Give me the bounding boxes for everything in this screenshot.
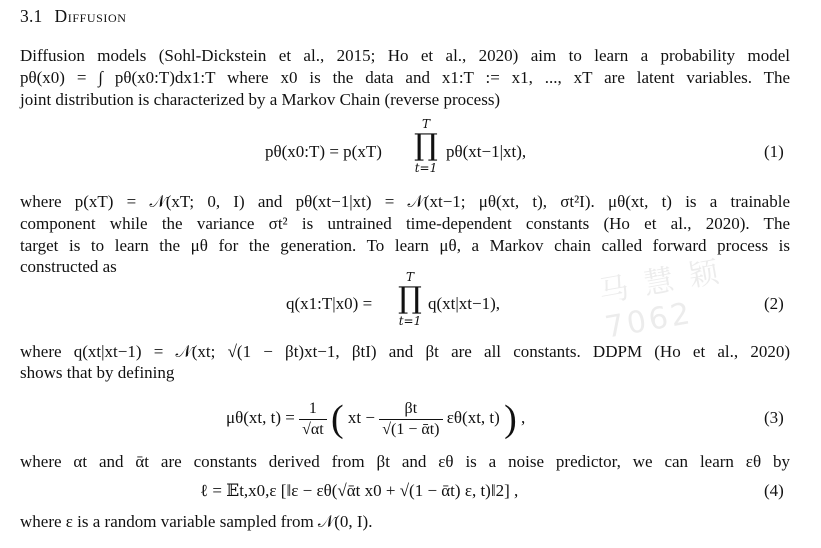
fraction-denominator: √αt — [302, 420, 324, 438]
equation-term: εθ(xt, t) — [446, 408, 500, 427]
product-lower-limit: t=1 — [414, 161, 438, 175]
equation-rhs: pθ(xt−1|xt), — [446, 142, 527, 161]
open-paren: ( — [330, 398, 344, 441]
product-operator — [410, 117, 442, 175]
equation-number: (3) — [764, 408, 784, 427]
paragraph-line: Diffusion models (Sohl-Dickstein et al., 2015; Ho et al., 2020) aim to learn a probability model — [20, 46, 790, 65]
paragraph-line: where αt and ᾱt are constants derived from βt and εθ is a noise predictor, we can learn εθ by — [20, 452, 790, 471]
fraction-denominator: √(1 − ᾱt) — [382, 420, 440, 438]
paragraph-line: where p(xT) = 𝒩(xT; 0, I) and pθ(xt−1|xt) = 𝒩(xt−1; μθ(xt, t), σt²I). μθ(xt, t) is a trainable — [20, 192, 790, 211]
paragraph-line: where q(xt|xt−1) = 𝒩(xt; √(1 − βt)xt−1, βtI) and βt are all constants. DDPM (Ho et al., 2020) — [20, 342, 790, 361]
equation-rhs: q(xt|xt−1), — [428, 294, 501, 313]
paragraph-line: joint distribution is characterized by a Markov Chain (reverse process) — [20, 90, 501, 109]
paragraph-line: pθ(x0) = ∫ pθ(x0:T)dx1:T where x0 is the data and x1:T := x1, ..., xT are latent variables. The — [20, 68, 790, 87]
product-upper-limit: T — [405, 270, 414, 284]
watermark: 马 慧 颖 7062 — [596, 254, 725, 346]
paragraph-line: shows that by defining — [20, 363, 175, 382]
section-number: 3.1 — [20, 6, 43, 26]
paragraph-line: constructed as — [20, 257, 117, 276]
equation-number: (2) — [764, 294, 784, 313]
paragraph-line: where ε is a random variable sampled from 𝒩(0, I). — [20, 512, 373, 531]
equation-lhs: q(x1:T|x0) = — [286, 294, 373, 313]
equation-term: xt − — [347, 408, 375, 427]
equation-number: (4) — [764, 481, 784, 500]
equation-4: ℓ = 𝔼t,x0,ε [‖ε − εθ(√ᾱt x0 + √(1 − ᾱt) ε, t)‖2] , — [200, 481, 519, 500]
product-symbol: ∏ — [414, 128, 438, 163]
product-symbol: ∏ — [398, 281, 422, 316]
paragraph-line: component while the variance σt² is untrained time-dependent constants (Ho et al., 2020). The — [20, 214, 790, 233]
fraction-numerator: 1 — [299, 399, 327, 420]
fraction-numerator: βt — [379, 399, 442, 420]
equation-trailing-comma: , — [520, 408, 526, 427]
equation-lhs: pθ(x0:T) = p(xT) — [265, 142, 382, 161]
close-paren: ) — [504, 398, 517, 441]
fraction-one-over-sqrt-alpha — [299, 399, 327, 440]
paragraph-line: target is to learn the μθ for the generation. To learn μθ, a Markov chain called forward process is — [20, 236, 790, 255]
equation-3 — [226, 396, 525, 440]
product-lower-limit: t=1 — [398, 314, 422, 328]
section-heading — [20, 6, 127, 27]
product-upper-limit: T — [421, 117, 430, 131]
equation-number: (1) — [764, 142, 784, 161]
product-operator — [394, 270, 426, 328]
section-title: Diffusion — [54, 6, 127, 26]
equation-lhs: μθ(xt, t) = — [226, 408, 295, 427]
fraction-beta-over-sqrt — [379, 399, 442, 440]
